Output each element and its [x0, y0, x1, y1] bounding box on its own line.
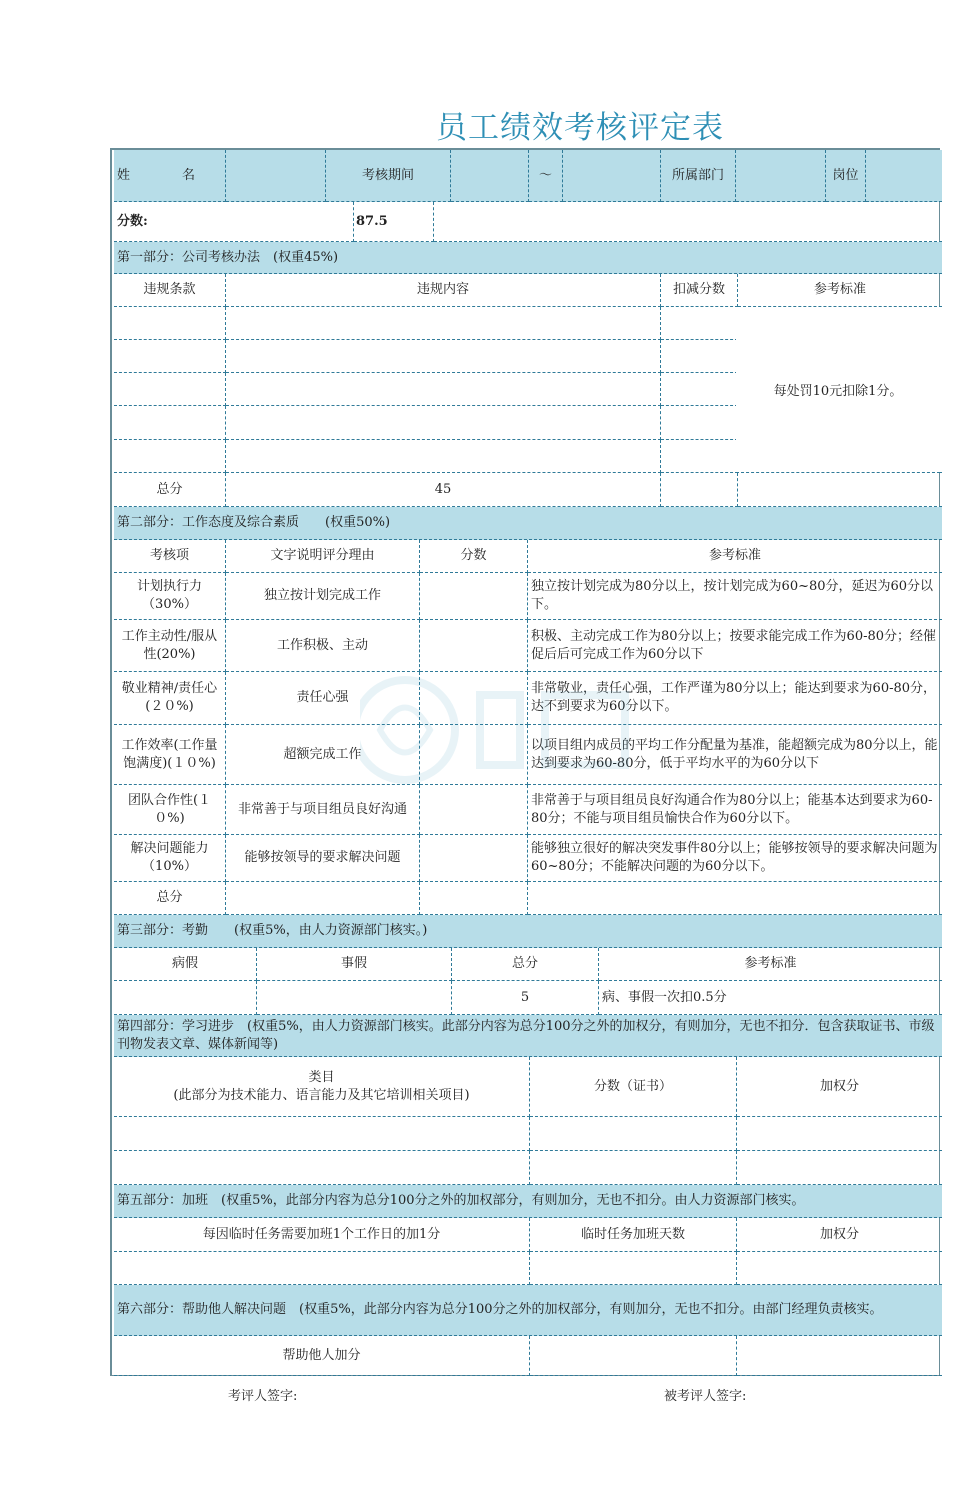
table-row: 解决问题能力（10%） 能够按领导的要求解决问题 能够独立很好的解决突发事件80分以上；能够按领导的要求解决问题为60~80分；不能解决问题的为60分以下。: [114, 835, 942, 882]
part5-title: 第五部分：加班 (权重5%，此部分内容为总分100分之外的加权部分，有则加分，无也不扣分。由人力资源部门核实。: [114, 1185, 942, 1218]
part4-category: [114, 1057, 530, 1117]
part1-total-row: [114, 473, 942, 507]
col-score: 分数: [420, 540, 528, 573]
part3-data-row: [114, 981, 942, 1015]
part6-row: [114, 1336, 942, 1376]
overtime-weight-label: 加权分: [737, 1218, 942, 1252]
page-title: 员工绩效考核评定表: [436, 110, 724, 146]
col-sick-leave: 病假: [114, 948, 257, 981]
part1-standard: 每处罚10元扣除1分。: [736, 307, 940, 473]
assessor-signature-label: 考评人签字:: [228, 1389, 298, 1404]
dept-field[interactable]: [736, 150, 826, 202]
part1-title-row: [114, 242, 942, 274]
part5-header-row: [114, 1218, 942, 1252]
overtime-rule-label: 每因临时任务需要加班1个工作日的加1分: [114, 1218, 530, 1252]
period-label: 考核期间: [326, 150, 451, 202]
part2-total-row: [114, 882, 942, 915]
cert-score-label: 分数（证书）: [530, 1057, 737, 1117]
part4-title: 第四部分：学习进步 (权重5%，由人力资源部门核实。此部分内容为总分100分之外的加权分，有则加分，无也不扣分．包含获取证书、市级刊物发表文章、媒体新闻等): [114, 1015, 942, 1057]
col-standard: 参考标准: [738, 274, 942, 307]
part2-header-row: [114, 540, 942, 573]
part1-header-row: [114, 274, 942, 307]
dept-label: 所属部门: [661, 150, 736, 202]
part3-total-value: 5: [452, 981, 599, 1015]
table-row: 工作主动性/服从性(20%) 工作积极、主动 积极、主动完成工作为80分以上；按要求能完成工作为60-80分；经催促后后可完成工作为60分以下: [114, 620, 942, 672]
evaluation-sheet: [110, 148, 940, 1376]
part1-title: 第一部分：公司考核办法 (权重45%): [114, 242, 942, 274]
part2-total-label: 总分: [114, 882, 226, 915]
part1-total-value: 45: [226, 473, 661, 507]
name-field[interactable]: [226, 150, 326, 202]
col-standard: 参考标准: [599, 948, 942, 981]
table-row: 工作效率(工作量饱满度)(１０%) 超额完成工作 以项目组内成员的平均工作分配量为基准，能超额完成为80分以上，能达到要求为60-80分，低于平均水平的为60分以下: [114, 725, 942, 785]
table-row: 计划执行力（30%） 独立按计划完成工作 独立按计划完成为80分以上，按计划完成为60~80分，延迟为60分以下。: [114, 573, 942, 620]
sick-leave-field[interactable]: [114, 981, 257, 1015]
table-row: 团队合作性(１０%) 非常善于与项目组员良好沟通 非常善于与项目组员良好沟通合作为80分以上；能基本达到要求为60-80分；不能与项目组员愉快合作为60分以下。: [114, 785, 942, 835]
score-value: 87.5: [354, 202, 434, 242]
table-row: [114, 1252, 942, 1285]
col-violation-clause: 违规条款: [114, 274, 226, 307]
part3-title-row: [114, 915, 942, 948]
table-row: 敬业精神/责任心(２０%) 责任心强 非常敬业，责任心强，工作严谨为80分以上；能达到要求为60-80分，达不到要求为60分以下。: [114, 672, 942, 725]
col-item: 考核项: [114, 540, 226, 573]
score-row: [114, 202, 942, 242]
period-end-field[interactable]: [563, 150, 661, 202]
personal-leave-field[interactable]: [257, 981, 452, 1015]
overtime-days-label: 临时任务加班天数: [530, 1218, 737, 1252]
part6-title-row: [114, 1285, 942, 1336]
part4-header-row: [114, 1057, 942, 1117]
period-tilde: ～: [529, 150, 563, 202]
table-row: [114, 1117, 942, 1151]
part5-title-row: [114, 1185, 942, 1218]
col-personal-leave: 事假: [257, 948, 452, 981]
part2-title-row: [114, 507, 942, 540]
part3-title: 第三部分：考勤 (权重5%，由人力资源部门核实。): [114, 915, 942, 948]
part3-standard: 病、事假一次扣0.5分: [599, 981, 942, 1015]
part2-title: 第二部分：工作态度及综合素质 (权重50%): [114, 507, 942, 540]
weight-label: 加权分: [737, 1057, 942, 1117]
category-note: (此部分为技术能力、语言能力及其它培训相关项目): [173, 1087, 470, 1103]
assessee-signature-label: 被考评人签字:: [664, 1389, 747, 1404]
col-standard: 参考标准: [528, 540, 942, 573]
category-label: 类目: [308, 1069, 335, 1085]
help-others-score-field[interactable]: [530, 1336, 737, 1376]
score-label: 分数:: [114, 202, 354, 242]
part3-header-row: [114, 948, 942, 981]
help-others-weight-field[interactable]: [737, 1336, 942, 1376]
name-label: 姓 名: [114, 150, 226, 202]
part6-title: 第六部分：帮助他人解决问题 (权重5%，此部分内容为总分100分之外的加权部分，有则加分，无也不扣分。由部门经理负责核实。: [114, 1285, 942, 1336]
part1-total-label: 总分: [114, 473, 226, 507]
header-row: [114, 150, 942, 202]
col-total: 总分: [452, 948, 599, 981]
post-label: 岗位: [826, 150, 866, 202]
help-others-label: 帮助他人加分: [114, 1336, 530, 1376]
post-field[interactable]: [866, 150, 942, 202]
table-row: [114, 1151, 942, 1185]
period-start-field[interactable]: [451, 150, 529, 202]
col-violation-content: 违规内容: [226, 274, 661, 307]
col-deduction: 扣减分数: [661, 274, 738, 307]
col-reason: 文字说明评分理由: [226, 540, 420, 573]
part4-title-row: [114, 1015, 942, 1057]
